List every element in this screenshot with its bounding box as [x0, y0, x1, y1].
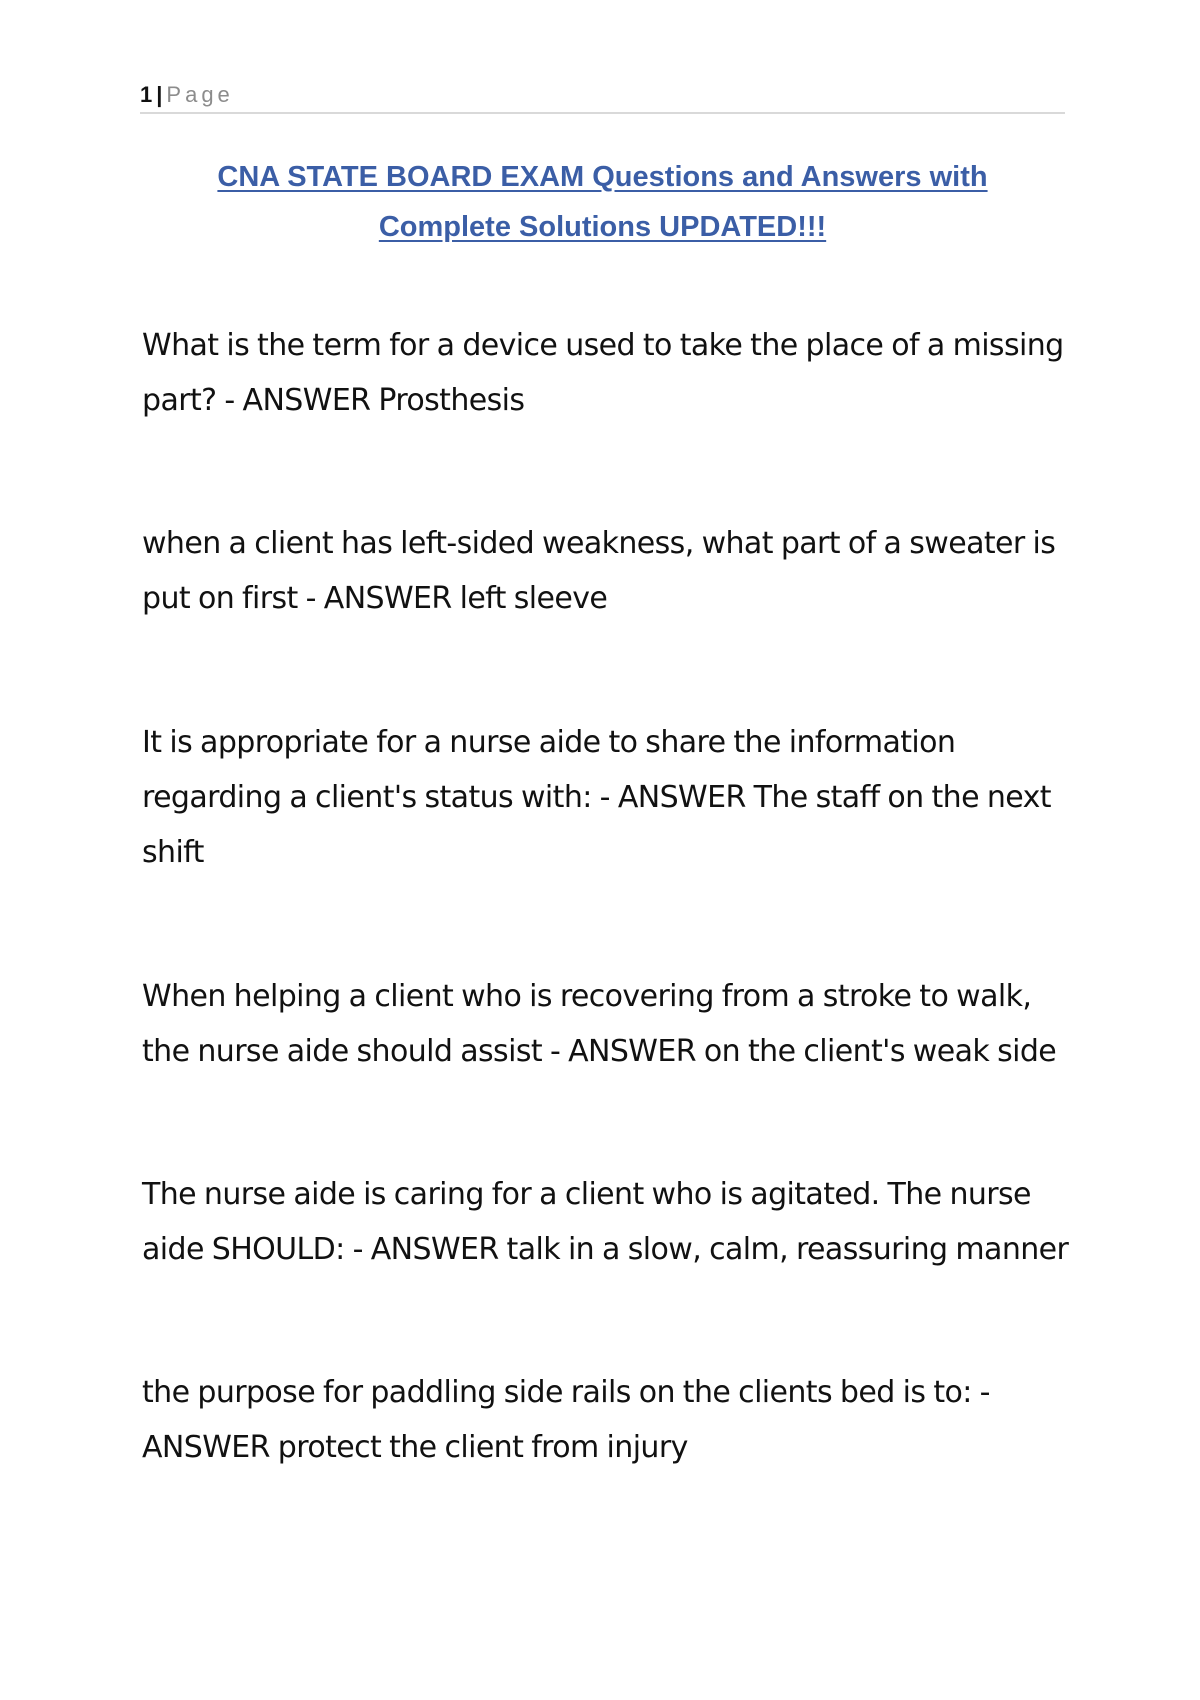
qa-item-4 — [142, 969, 1082, 1079]
document-title — [140, 152, 1065, 252]
qa-line: the nurse aide should assist - ANSWER on the client's weak side — [142, 1034, 1057, 1069]
qa-line: part? - ANSWER Prosthesis — [142, 383, 525, 418]
qa-line: put on first - ANSWER left sleeve — [142, 581, 608, 616]
qa-line: When helping a client who is recovering from a stroke to walk, — [142, 979, 1032, 1014]
qa-line: The nurse aide is caring for a client who is agitated. The nurse — [142, 1177, 1031, 1212]
qa-line: aide SHOULD: - ANSWER talk in a slow, calm, reassuring manner — [142, 1232, 1069, 1267]
qa-line: when a client has left-sided weakness, what part of a sweater is — [142, 526, 1056, 561]
qa-item-3 — [142, 715, 1082, 880]
qa-item-6 — [142, 1365, 1082, 1475]
qa-item-5 — [142, 1167, 1082, 1277]
qa-line: ANSWER protect the client from injury — [142, 1430, 688, 1465]
qa-line: the purpose for paddling side rails on the clients bed is to: - — [142, 1375, 990, 1410]
qa-line: regarding a client's status with: - ANSWER The staff on the next — [142, 780, 1051, 815]
qa-item-2 — [142, 516, 1082, 626]
page-header — [140, 78, 1065, 114]
page-separator: | — [156, 82, 163, 107]
qa-item-1 — [142, 318, 1082, 428]
title-line-2: Complete Solutions UPDATED!!! — [378, 211, 827, 243]
qa-line: What is the term for a device used to take the place of a missing — [142, 328, 1064, 363]
page-label: Page — [166, 82, 234, 107]
page-number: 1 — [140, 82, 153, 107]
qa-line: It is appropriate for a nurse aide to share the information — [142, 725, 956, 760]
title-line-1: CNA STATE BOARD EXAM Questions and Answers with — [217, 161, 988, 193]
qa-line: shift — [142, 835, 204, 870]
